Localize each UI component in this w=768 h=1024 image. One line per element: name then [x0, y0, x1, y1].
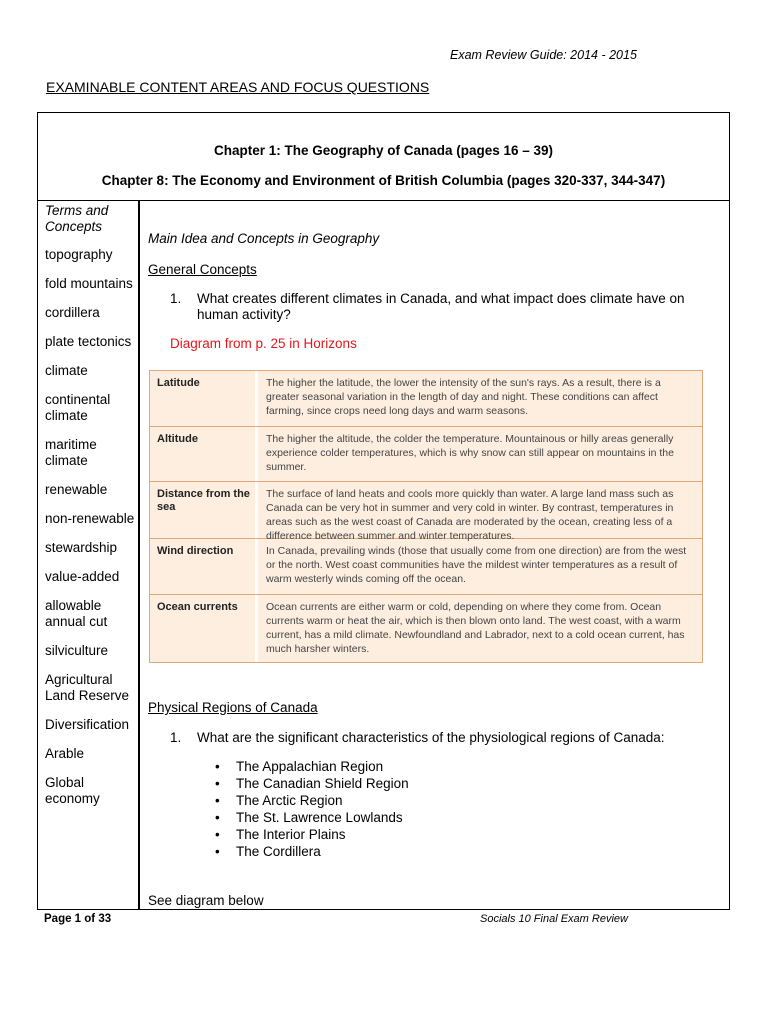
- regions-list: [215, 758, 409, 860]
- term-item: stewardship: [45, 540, 118, 555]
- term-item: climate: [45, 363, 88, 378]
- main-idea-heading: Main Idea and Concepts in Geography: [148, 231, 380, 246]
- term-item: maritime climate: [45, 437, 97, 468]
- climate-factor-description: The surface of land heats and cools more quickly than water. A large land mass such as Canada can be very hot in summer and very cold in winter. By contrast, temperatures in areas such as the west coast of Canada are moderated by the ocean, creating less of a difference between summer and winter temperatures.: [266, 488, 674, 542]
- term-item: plate tectonics: [45, 334, 132, 349]
- climate-factor-description: In Canada, prevailing winds (those that usually come from one direction) are from the west or the north. West coast communities have the mildest winter temperatures as a result of warm westerly winds coming off the ocean.: [266, 545, 687, 585]
- term-item: value-added: [45, 569, 120, 584]
- climate-factors-table: [149, 370, 703, 663]
- climate-factor-row: [150, 595, 702, 662]
- exam-review-guide-title: Exam Review Guide: 2014 - 2015: [450, 48, 637, 62]
- list-item: • The St. Lawrence Lowlands: [215, 809, 409, 826]
- climate-factor-row: [150, 427, 702, 482]
- term-item: silviculture: [45, 643, 109, 658]
- physical-regions-heading: Physical Regions of Canada: [148, 700, 318, 715]
- term-item: non-renewable: [45, 511, 135, 526]
- climate-factor-label: Altitude: [150, 427, 258, 481]
- question-number: 1.: [170, 291, 182, 306]
- question-number: 1.: [170, 730, 182, 745]
- climate-factor-row: [150, 371, 702, 427]
- climate-factor-label: Latitude: [150, 371, 258, 426]
- term-item: cordillera: [45, 305, 100, 320]
- climate-factor-description: Ocean currents are either warm or cold, depending on where they come from. Ocean currents warm or heat the air, which is then blown onto land. The west coast, with a warm current, has a mild climate. Newfoundland and Labrador, next to a cold ocean current, has much harsher winters.: [266, 601, 685, 655]
- climate-factor-label: Ocean currents: [150, 595, 258, 662]
- footer-course-title: Socials 10 Final Exam Review: [480, 913, 628, 925]
- diagram-source-note: Diagram from p. 25 in Horizons: [170, 336, 357, 351]
- term-item: renewable: [45, 482, 108, 497]
- question-text: What are the significant characteristics of the physiological regions of Canada:: [197, 730, 665, 745]
- page-number: Page 1 of 33: [44, 913, 112, 925]
- list-item: • The Interior Plains: [215, 826, 409, 843]
- climate-factor-row: [150, 482, 702, 542]
- list-item: • The Appalachian Region: [215, 758, 409, 775]
- term-item: Arable: [45, 746, 85, 761]
- content-table: [37, 112, 730, 910]
- climate-factor-label: Wind direction: [150, 539, 258, 594]
- climate-factor-description: The higher the latitude, the lower the intensity of the sun's rays. As a result, there is a greater seasonal variation in the length of day and night. These conditions can affect farming, since crops need long days and warm seasons.: [266, 377, 661, 417]
- chapter-1-title: Chapter 1: The Geography of Canada (pages 16 – 39): [213, 143, 554, 158]
- section-heading: EXAMINABLE CONTENT AREAS AND FOCUS QUESTIONS: [46, 79, 430, 95]
- chapter-8-title: Chapter 8: The Economy and Environment of British Columbia (pages 320-337, 344-347): [101, 173, 666, 188]
- climate-factor-label: Distance from the sea: [150, 482, 258, 538]
- term-item: continental climate: [45, 392, 111, 423]
- climate-factor-row: [150, 539, 702, 595]
- climate-factor-description: The higher the altitude, the colder the temperature. Mountainous or hilly areas generally experience colder temperatures, which is why snow can still appear on mountains in the summer.: [266, 433, 674, 473]
- terms-column: [38, 201, 139, 910]
- term-item: Agricultural Land Reserve: [45, 672, 130, 703]
- list-item: • The Canadian Shield Region: [215, 775, 409, 792]
- terms-heading: Terms and Concepts: [45, 203, 109, 234]
- question-text: What creates different climates in Canada, and what impact does climate have on human activity?: [197, 291, 685, 322]
- term-item: fold mountains: [45, 276, 133, 291]
- term-item: allowable annual cut: [45, 598, 108, 629]
- term-item: topography: [45, 247, 113, 262]
- general-concepts-heading: General Concepts: [148, 262, 257, 277]
- chapter-header: [38, 113, 729, 201]
- see-diagram-note: See diagram below: [148, 893, 264, 908]
- list-item: • The Arctic Region: [215, 792, 409, 809]
- term-item: Global economy: [45, 775, 100, 806]
- term-item: Diversification: [45, 717, 130, 732]
- main-content-column: [139, 201, 729, 910]
- list-item: • The Cordillera: [215, 843, 409, 860]
